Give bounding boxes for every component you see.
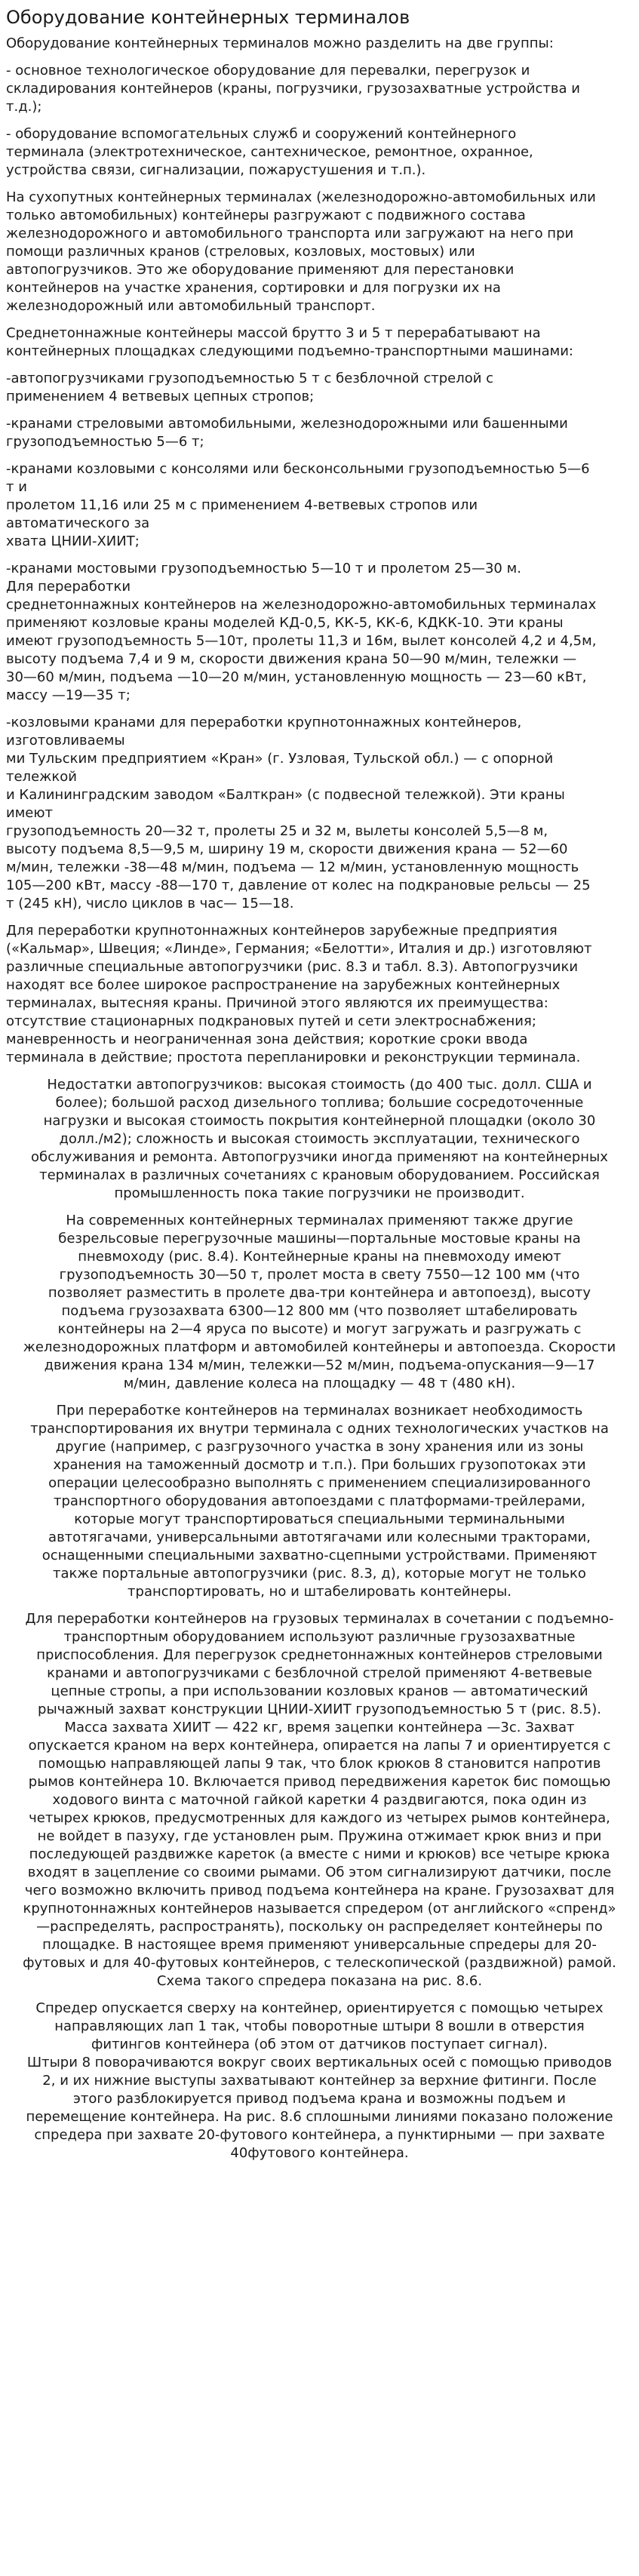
text-line: другие (например, с разгрузочного участка в зону хранения или из зоны (55, 1439, 584, 1455)
text-line: движения крана 134 м/мин, тележки—52 м/мин, подъема-опускания—9—17 (44, 1357, 595, 1373)
text-line: крупнотоннажных контейнеров называется спредером (от английского «спренд» (23, 1901, 616, 1917)
text-line: безрельсовые перегрузочные машины—портальные мостовые краны на (58, 1231, 581, 1247)
text-line: пневмоходу (рис. 8.4). Контейнерные краны на пневмоходу имеют (78, 1249, 561, 1265)
text-line: ми Тульским предприятием «Кран» (г. Узловая, Тульской обл.) — с опорной (6, 751, 554, 767)
text-line: также портальные автопогрузчики (рис. 8.3, д), которые могут не только (53, 1566, 586, 1582)
text-line: - оборудование вспомогательных служб и сооружений контейнерного (6, 126, 517, 142)
text-line: Недостатки автопогрузчиков: высокая стоимость (до 400 тыс. долл. США и (47, 1077, 592, 1093)
paragraph (6, 324, 633, 361)
text-line: -автопогрузчиками грузоподъемностью 5 т с безблочной стрелой с (6, 370, 494, 386)
text-line: рымов контейнера 10. Включается привод передвижения кареток бис помощью (28, 1774, 611, 1790)
text-line: Для переработки крупнотоннажных контейнеров зарубежные предприятия (6, 923, 558, 939)
text-line: помощи различных кранов (стреловых, козловых, мостовых) или (6, 244, 475, 260)
text-line: операции целесообразно выполнять с применением специализированного (48, 1475, 591, 1491)
text-line: складирования контейнеров (краны, погрузчики, грузозахватные устройства и (6, 81, 580, 97)
text-line: тележкой (6, 769, 77, 785)
text-line: На современных контейнерных терминалах применяют также другие (66, 1213, 573, 1228)
text-line: 30—60 м/мин, подъема —10—20 м/мин, установленную мощность — 23—60 кВт, (6, 669, 587, 685)
text-line: промышленность пока такие погрузчики не производит. (114, 1185, 525, 1201)
text-line: цепные стропы, а при использовании козловых кранов — автоматический (51, 1683, 588, 1699)
paragraph (6, 2000, 633, 2054)
text-line: площадке. В настоящее время применяют универсальные спредеры для 20- (42, 1937, 597, 1953)
text-line: помощью направляющей лапы 9 так, что блок крюков 8 становится напротив (38, 1756, 601, 1772)
text-line: ходового винта с маточной гайкой каретки 4 раздвигаются, пока один из (52, 1792, 587, 1808)
text-line: автопогрузчиков. Это же оборудование применяют для перестановки (6, 262, 515, 278)
text-line: среднетоннажных контейнеров на железнодорожно-автомобильных терминалах (6, 597, 597, 613)
text-line: Оборудование контейнерных терминалов можно разделить на две группы: (6, 35, 554, 51)
text-line: грузоподъемность 30—50 т, пролет моста в свету 7550—12 100 мм (что (59, 1267, 580, 1283)
text-line: оснащенными специальными захватно-сцепными устройствами. Применяют (41, 1548, 598, 1563)
text-line: Спредер опускается сверху на контейнер, ориентируется с помощью четырех (35, 2000, 604, 2016)
paragraph (6, 1212, 633, 1393)
text-line: спредера при захвате 20-футового контейнера, а пунктирными — при захвате (34, 2127, 605, 2143)
text-line: входят в зацепление со своими рымами. Об этом сигнализируют датчики, после (27, 1864, 612, 1880)
text-line: контейнеры на 2—4 яруса по высоте) и могут загружать и разгружать с (57, 1321, 582, 1337)
text-line: терминалах в различных сочетаниях с крановым оборудованием. Российская (39, 1167, 600, 1183)
text-line: опускается краном на верх контейнера, опирается на лапы 7 и ориентируется с (28, 1738, 611, 1754)
text-line: чего возможно включить привод подъема контейнера на кране. Грузозахват для (24, 1883, 615, 1898)
text-line: высоту подъема 7,4 и 9 м, скорости движения крана 50—90 м/мин, тележки — (6, 651, 577, 667)
text-line: железнодорожный или автомобильный транспорт. (6, 298, 376, 314)
text-line: приспособления. Для перегрузок среднетоннажных контейнеров стреловыми (36, 1647, 603, 1663)
text-line: только автомобильных) контейнеры разгружают с подвижного состава (6, 207, 526, 223)
text-line: которые могут транспортироваться специальными терминальными (74, 1511, 565, 1527)
text-line: автотягачами, универсальными автотягачами или колесными тракторами, (48, 1529, 591, 1545)
paragraph (6, 1610, 633, 1990)
text-line: железнодорожных платформ и автомобилей контейнеры и автопоезда. Скорости (23, 1339, 616, 1355)
text-line: массу —19—35 т; (6, 687, 131, 703)
text-line: нагрузки и высокая стоимость покрытия контейнерной площадки (около 30 (43, 1113, 596, 1129)
paragraph (6, 714, 633, 913)
text-line: направляющих лап 1 так, чтобы поворотные штыри 8 вошли в отверстия (54, 2018, 585, 2034)
text-line: транспортного оборудования автопоездами с платформами-трейлерами, (54, 1493, 585, 1509)
document-title: Оборудование контейнерных терминалов (6, 7, 410, 28)
text-line: м/мин, тележки -38—48 м/мин, подъема — 12 м/мин, установленную мощность (6, 859, 579, 875)
paragraph (6, 1402, 633, 1601)
text-line: Среднетоннажные контейнеры массой брутто 3 и 5 т перерабатывают на (6, 325, 541, 341)
text-line: Схема такого спредера показана на рис. 8.6. (156, 1973, 483, 1989)
paragraph (6, 922, 633, 1067)
text-line: изготовливаемы (6, 733, 125, 749)
paragraph (6, 189, 633, 315)
text-line: Штыри 8 поворачиваются вокруг своих вертикальных осей с помощью приводов (26, 2055, 613, 2070)
text-line: транспортировать, но и штабелировать контейнеры. (127, 1584, 512, 1600)
paragraph (6, 1076, 633, 1203)
text-line: -кранами козловыми с консолями или бесконсольными грузоподъемностью 5—6 (6, 461, 590, 477)
text-line: -кранами стреловыми автомобильными, железнодорожными или башенными (6, 416, 568, 432)
text-line: 40футового контейнера. (230, 2145, 409, 2161)
text-line: четырех крюков, предусмотренных для каждого из четырех рымов контейнера, (29, 1810, 610, 1826)
text-line: При переработке контейнеров на терминалах возникает необходимость (56, 1403, 583, 1419)
text-line: Масса захвата ХИИТ — 422 кг, время зацепки контейнера —3с. Захват (64, 1720, 575, 1735)
text-line: - основное технологическое оборудование для перевалки, перегрузок и (6, 63, 530, 78)
text-line: применяют козловые краны моделей КД-0,5, КК-5, КК-6, КДКК-10. Эти краны (6, 615, 564, 631)
text-line: терминала в действие; простота перепланировки и реконструкции терминала. (6, 1050, 581, 1065)
paragraph (6, 35, 633, 53)
text-line: транспортным оборудованием используют различные грузозахватные (63, 1629, 576, 1645)
paragraph (6, 2054, 633, 2163)
text-line: терминала (электротехническое, сантехническое, ремонтное, охранное, (6, 144, 533, 160)
paragraph (6, 560, 633, 705)
text-line: автоматического за (6, 515, 150, 531)
paragraph (6, 62, 633, 116)
text-line: терминалах, вытесняя краны. Причиной этого являются их преимущества: (6, 995, 548, 1011)
text-line: рычажный захват конструкции ЦНИИ-ХИИТ грузоподъемностью 5 т (рис. 8.5). (38, 1701, 601, 1717)
text-line: 2, и их нижние выступы захватывают контейнер за верхние фитинги. После (42, 2073, 597, 2089)
paragraph (6, 370, 633, 406)
text-line: более); большой расход дизельного топлива; большие сосредоточенные (55, 1095, 584, 1111)
text-line: т (245 кН), число циклов в час— 15—18. (6, 896, 294, 911)
text-line: фитингов контейнера (об этом от датчиков поступает сигнал). (91, 2037, 548, 2052)
text-line: («Кальмар», Швеция; «Линде», Германия; «Белотти», Италия и др.) изготовляют (6, 941, 592, 957)
text-line: контейнеров на участке хранения, сортировки и для погрузки их на (6, 280, 501, 296)
text-line: -кранами мостовыми грузоподъемностью 5—10 т и пролетом 25—30 м. (6, 561, 521, 576)
text-line: железнодорожного и автомобильного транспорта или загружают на него при (6, 226, 574, 241)
text-line: долл./м2); сложность и высокая стоимость эксплуатации, технического (59, 1131, 580, 1147)
text-line: м/мин, давление колеса на площадку — 48 т (480 кН). (123, 1376, 516, 1391)
document-body (6, 35, 633, 2163)
text-line: -козловыми кранами для переработки крупнотоннажных контейнеров, (6, 715, 522, 730)
text-line: и Калининградским заводом «Балткран» (с подвесной тележкой). Эти краны (6, 787, 565, 803)
text-line: т и (6, 479, 27, 495)
text-line: Для переработки контейнеров на грузовых терминалах в сочетании с подъемно- (25, 1611, 614, 1627)
text-line: не войдет в пазуху, где установлен рым. Пружина отжимает крюк вниз и при (37, 1828, 602, 1844)
text-line: находят все более широкое распространение на зарубежных контейнерных (6, 977, 561, 993)
paragraph (6, 125, 633, 180)
text-line: пролетом 11,16 или 25 м с применением 4-ветвевых стропов или (6, 497, 478, 513)
text-line: хранения на таможенный досмотр и т.п.). При больших грузопотоках эти (53, 1457, 586, 1473)
text-line: транспортирования их внутри терминала с одних технологических участков на (30, 1421, 609, 1437)
text-line: устройства связи, сигнализации, пожарустушения и т.п.). (6, 162, 426, 178)
paragraph (6, 460, 633, 551)
text-line: хвата ЦНИИ-ХИИТ; (6, 533, 140, 549)
text-line: —распределять, распространять), поскольку он распределяет контейнеры по (36, 1919, 603, 1935)
text-line: последующей раздвижке кареток (а вместе с ними и крюков) все четыре крюка (29, 1846, 610, 1862)
text-line: подъема грузозахвата 6300—12 800 мм (что позволяет штабелировать (61, 1303, 578, 1319)
text-line: высоту подъема 8,5—9,5 м, ширину 19 м, скорости движения крана — 52—60 (6, 841, 568, 857)
text-line: различные специальные автопогрузчики (рис. 8.3 и табл. 8.3). Автопогрузчики (6, 959, 579, 975)
text-line: применением 4 ветвевых цепных стропов; (6, 389, 315, 404)
text-line: На сухопутных контейнерных терминалах (железнодорожно-автомобильных или (6, 189, 596, 205)
text-line: контейнерных площадках следующими подъемно-транспортными машинами: (6, 343, 573, 359)
text-line: Для переработки (6, 579, 131, 595)
text-line: 105—200 кВт, массу -88—170 т, давление от колес на подкрановые рельсы — 25 (6, 878, 591, 893)
text-line: т.д.); (6, 99, 42, 115)
paragraph (6, 415, 633, 451)
text-line: имеют (6, 805, 53, 821)
text-line: грузоподъемность 20—32 т, пролеты 25 и 32 м, вылеты консолей 5,5—8 м, (6, 823, 548, 839)
text-line: этого разблокируется привод подъема крана и возможны подъем и (73, 2091, 566, 2107)
text-line: кранами и автопогрузчиками с безблочной стрелой применяют 4-ветвевые (47, 1665, 592, 1681)
text-line: обслуживания и ремонта. Автопогрузчики иногда применяют на контейнерных (31, 1149, 608, 1165)
text-line: футовых и для 40-футовых контейнеров, с телескопической (раздвижной) рамой. (23, 1955, 616, 1971)
text-line: позволяет разместить в пролете два-три контейнера и автопоезд), высоту (48, 1285, 591, 1301)
text-line: грузоподъемностью 5—6 т; (6, 434, 204, 450)
text-line: маневренность и неограниченная зона действия; короткие сроки ввода (6, 1031, 528, 1047)
text-line: перемещение контейнера. На рис. 8.6 сплошными линиями показано положение (26, 2109, 613, 2125)
text-line: отсутствие стационарных подкрановых путей и сети электроснабжения; (6, 1013, 536, 1029)
text-line: имеют грузоподъемность 5—10т, пролеты 11,3 и 16м, вылет консолей 4,2 и 4,5м, (6, 633, 597, 649)
